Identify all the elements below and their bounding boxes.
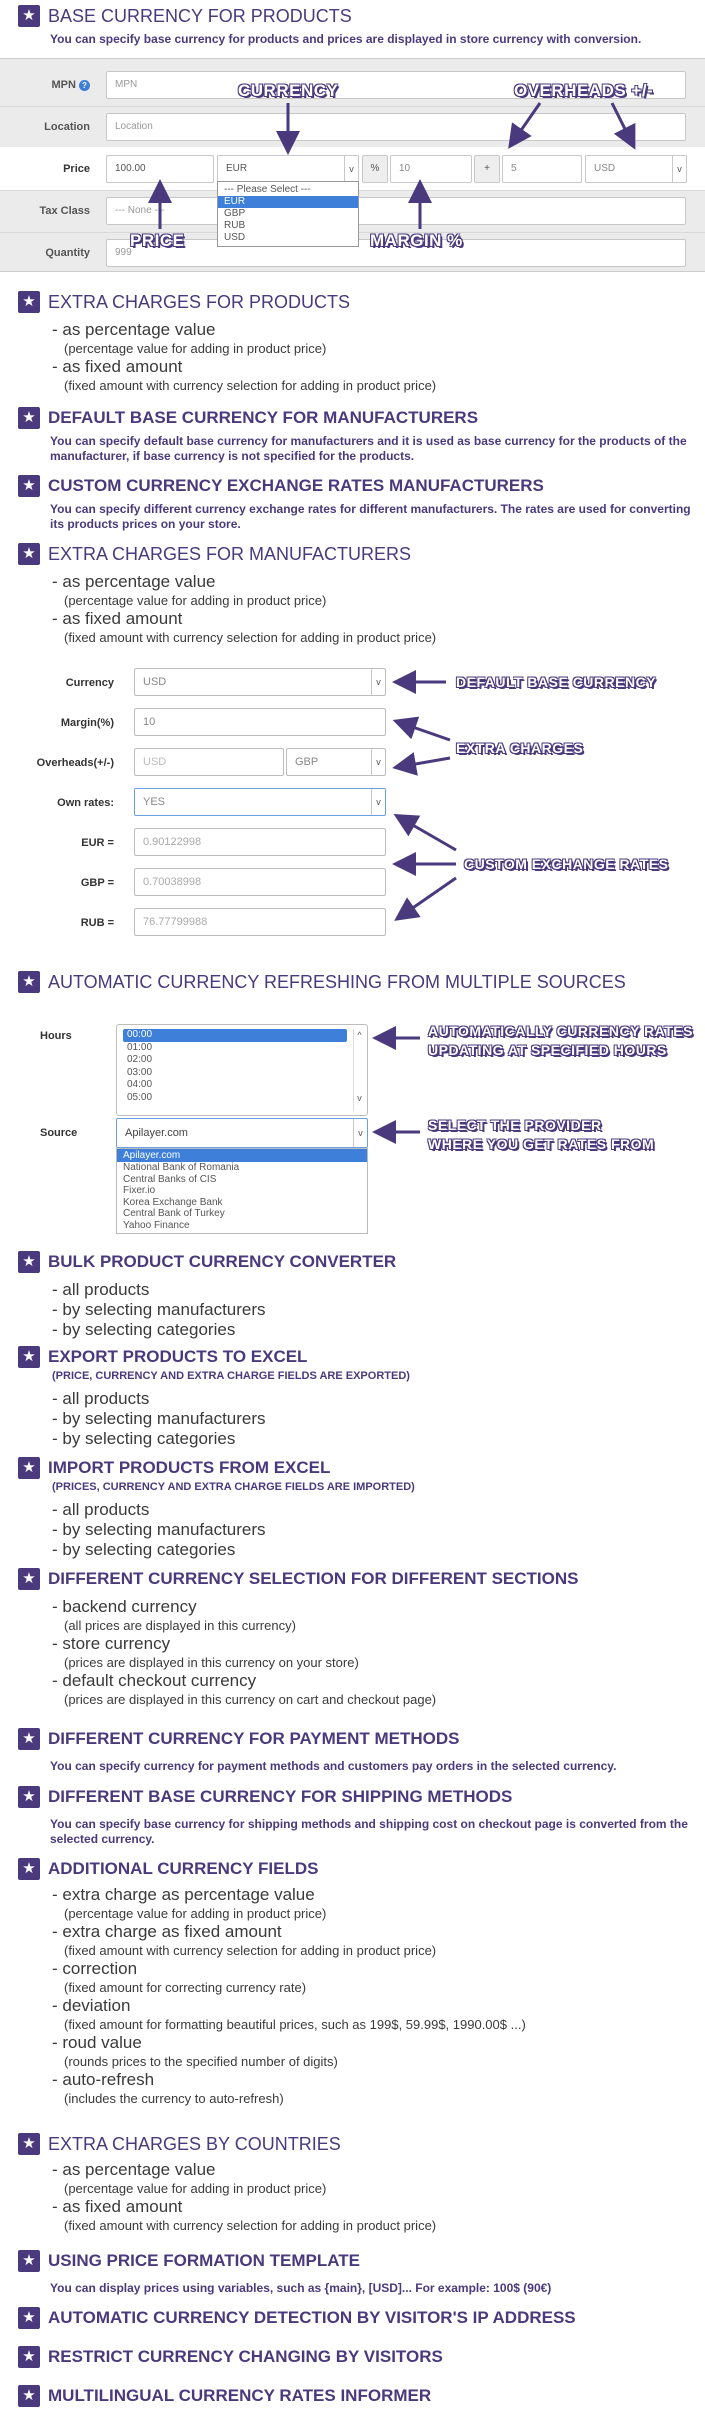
- star-icon: ★: [18, 2307, 40, 2329]
- percent-addon: %: [362, 155, 388, 183]
- callout-price: PRICE: [130, 231, 185, 250]
- callout-margin: MARGIN %: [370, 231, 463, 250]
- section-shipping: [0, 1785, 705, 1847]
- callout-overheads: OVERHEADS +/-: [514, 81, 654, 100]
- list-item-note: (fixed amount with currency selection for adding in product price): [64, 2218, 437, 2233]
- section-title-text: RESTRICT CURRENCY CHANGING BY VISITORS: [48, 2347, 443, 2366]
- list-item: - deviation: [52, 1996, 131, 2015]
- tax-select[interactable]: --- None ---: [106, 197, 686, 225]
- star-icon: ★: [18, 291, 40, 313]
- star-icon: ★: [18, 543, 40, 565]
- chevron-down-icon: v: [672, 156, 686, 182]
- section-title: [18, 1345, 693, 1369]
- section-title-text: DIFFERENT BASE CURRENCY FOR SHIPPING METHODS: [48, 1787, 513, 1806]
- list-item: - extra charge as fixed amount: [52, 1922, 282, 1941]
- section-desc: You can specify base currency for shipping methods and shipping cost on checkout page is converted from the selected currency.: [50, 1817, 688, 1846]
- star-icon: ★: [18, 5, 40, 27]
- currency-label: Currency: [65, 677, 114, 689]
- hours-label: Hours: [40, 1030, 72, 1042]
- overheads-label: Overheads(+/-): [36, 757, 114, 769]
- section-desc: You can display prices using variables, such as {main}, [USD]... For example: 100$ (90€): [50, 2281, 552, 2295]
- overhead-currency-select[interactable]: USD v: [585, 155, 687, 183]
- callout-custom-rates: CUSTOM EXCHANGE RATES: [464, 856, 669, 872]
- hour-option[interactable]: 04:00: [127, 1079, 153, 1090]
- manuf-margin-input[interactable]: 10: [134, 708, 386, 736]
- list-item-note: (prices are displayed in this currency on cart and checkout page): [64, 1692, 437, 1707]
- star-icon: ★: [18, 475, 40, 497]
- star-icon: ★: [18, 2346, 40, 2368]
- manuf-currency-select[interactable]: USD v: [134, 668, 386, 696]
- list-item: - by selecting categories: [52, 1429, 236, 1448]
- section-title: [18, 542, 693, 566]
- callout-source: SELECT THE PROVIDER WHERE YOU GET RATES FROM: [428, 1117, 655, 1152]
- section-title-text: IMPORT PRODUCTS FROM EXCEL: [48, 1458, 331, 1477]
- section-note: (PRICE, CURRENCY AND EXTRA CHARGE FIELDS ARE EXPORTED): [52, 1370, 410, 1382]
- section-auto-refresh: [0, 970, 705, 994]
- star-icon: ★: [18, 2133, 40, 2155]
- list-item: - store currency: [52, 1634, 171, 1653]
- section-title-text: DEFAULT BASE CURRENCY FOR MANUFACTURERS: [48, 408, 479, 427]
- section-title-text: AUTOMATIC CURRENCY DETECTION BY VISITOR'S IP ADDRESS: [48, 2308, 576, 2327]
- section-restrict: [0, 2345, 705, 2369]
- section-title: [18, 1456, 693, 1480]
- section-title: [18, 1857, 693, 1881]
- source-option[interactable]: Yahoo Finance: [123, 1219, 190, 1231]
- section-additional-fields: [0, 1857, 705, 2107]
- chevron-down-icon: v: [371, 749, 385, 775]
- section-title: [18, 2306, 693, 2330]
- callout-arrows: [0, 660, 705, 950]
- section-currency-sections: [0, 1567, 705, 1708]
- section-bulk: [0, 1250, 705, 1340]
- list-item-note: (includes the currency to auto-refresh): [64, 2091, 284, 2106]
- list-item-note: (fixed amount with currency selection for adding in product price): [64, 378, 437, 393]
- section-desc: You can specify base currency for products and prices are displayed in store currency with conversion.: [50, 32, 642, 46]
- plus-addon: +: [474, 155, 500, 183]
- list-item-note: (percentage value for adding in product price): [64, 1906, 327, 1921]
- section-title: [18, 4, 693, 28]
- list-item: - by selecting categories: [52, 1320, 236, 1339]
- own-rates-label: Own rates:: [57, 797, 114, 809]
- section-title-text: DIFFERENT CURRENCY SELECTION FOR DIFFERENT SECTIONS: [48, 1569, 579, 1588]
- list-item-note: (prices are displayed in this currency on your store): [64, 1655, 359, 1670]
- list-item: - roud value: [52, 2033, 142, 2052]
- section-title: [18, 1567, 693, 1591]
- hour-option[interactable]: 01:00: [127, 1041, 153, 1053]
- list-item: - as fixed amount: [52, 2197, 183, 2216]
- section-base-currency: [0, 4, 705, 47]
- currency-select[interactable]: EUR v: [217, 155, 359, 183]
- list-item: - as fixed amount: [52, 357, 183, 376]
- price-label: Price: [63, 163, 90, 175]
- dropdown-option[interactable]: USD: [224, 232, 246, 243]
- star-icon: ★: [18, 2385, 40, 2407]
- section-title-text: BASE CURRENCY FOR PRODUCTS: [48, 6, 352, 26]
- section-desc: You can specify different currency exchange rates for different manufacturers. The rates are used for converting its products prices on your store.: [50, 502, 691, 531]
- chevron-down-icon: v: [371, 669, 385, 695]
- callout-arrows: [0, 1012, 705, 1232]
- section-title-text: EXTRA CHARGES FOR PRODUCTS: [48, 292, 351, 312]
- list-item: - all products: [52, 1280, 150, 1299]
- source-option[interactable]: Central Bank of Turkey: [123, 1208, 225, 1219]
- list-item: - by selecting manufacturers: [52, 1409, 266, 1428]
- section-import: [0, 1456, 705, 1560]
- section-title-text: AUTOMATIC CURRENCY REFRESHING FROM MULTIPLE SOURCES: [48, 972, 626, 992]
- section-export: [0, 1345, 705, 1449]
- section-template: [0, 2249, 705, 2296]
- dropdown-option[interactable]: --- Please Select ---: [224, 184, 311, 195]
- mpn-label: MPN ?: [20, 63, 90, 107]
- section-title: [18, 2132, 693, 2156]
- refresh-form: [0, 1012, 705, 1232]
- section-title-text: MULTILINGUAL CURRENCY RATES INFORMER: [48, 2386, 432, 2405]
- source-option[interactable]: National Bank of Romania: [123, 1162, 240, 1173]
- source-select[interactable]: Apilayer.com v: [116, 1118, 368, 1148]
- list-item-note: (fixed amount for correcting currency rate): [64, 1980, 307, 1995]
- section-title: [18, 970, 693, 994]
- source-option[interactable]: Central Banks of CIS: [123, 1173, 217, 1185]
- section-default-manufacturers: [0, 406, 705, 464]
- list-item-note: (percentage value for adding in product price): [64, 341, 327, 356]
- rub-rate-input[interactable]: 76.77799988: [134, 908, 386, 936]
- hour-option[interactable]: 05:00: [127, 1091, 153, 1103]
- section-title: [18, 474, 693, 498]
- eur-rate-input[interactable]: 0.90122998: [134, 828, 386, 856]
- callout-extra-charges: EXTRA CHARGES: [456, 740, 584, 756]
- tax-label: Tax Class: [39, 205, 90, 217]
- list-item: - auto-refresh: [52, 2070, 155, 2089]
- source-option-selected[interactable]: Apilayer.com: [117, 1149, 367, 1162]
- section-note: (PRICES, CURRENCY AND EXTRA CHARGE FIELDS ARE IMPORTED): [52, 1481, 415, 1493]
- section-title-text: DIFFERENT CURRENCY FOR PAYMENT METHODS: [48, 1729, 460, 1748]
- section-title-text: CUSTOM CURRENCY EXCHANGE RATES MANUFACTURERS: [48, 476, 544, 495]
- list-item: - by selecting manufacturers: [52, 1300, 266, 1319]
- section-custom-rates: [0, 474, 705, 532]
- source-option[interactable]: Fixer.io: [123, 1185, 156, 1196]
- section-desc: You can specify currency for payment methods and customers pay orders in the selected currency.: [50, 1759, 617, 1773]
- list-item-note: (fixed amount with currency selection for adding in product price): [64, 1943, 437, 1958]
- mpn-input[interactable]: MPN: [106, 71, 686, 99]
- dropdown-option[interactable]: RUB: [224, 220, 246, 231]
- star-icon: ★: [18, 2250, 40, 2272]
- margin-input[interactable]: 10: [390, 155, 472, 183]
- star-icon: ★: [18, 1568, 40, 1590]
- star-icon: ★: [18, 1858, 40, 1880]
- star-icon: ★: [18, 407, 40, 429]
- manuf-overheads-input[interactable]: USD: [134, 748, 284, 776]
- section-informer: [0, 2384, 705, 2408]
- list-item-note: (rounds prices to the specified number of digits): [64, 2054, 338, 2069]
- section-ip-detection: [0, 2306, 705, 2330]
- callout-arrows: [0, 59, 705, 273]
- section-title-text: BULK PRODUCT CURRENCY CONVERTER: [48, 1252, 397, 1271]
- list-item: - backend currency: [52, 1597, 197, 1616]
- list-item-note: (percentage value for adding in product price): [64, 2181, 327, 2196]
- list-item-note: (fixed amount with currency selection for adding in product price): [64, 630, 437, 645]
- source-label: Source: [40, 1127, 78, 1139]
- list-item-note: (percentage value for adding in product price): [64, 593, 327, 608]
- section-extra-products: [0, 290, 705, 394]
- star-icon: ★: [18, 1251, 40, 1273]
- star-icon: ★: [18, 971, 40, 993]
- product-form-panel: [0, 58, 705, 272]
- list-item: - as percentage value: [52, 2160, 216, 2179]
- gbp-rate-input[interactable]: 0.70038998: [134, 868, 386, 896]
- list-item-note: (fixed amount for formatting beautiful prices, such as 199$, 59.99$, 1990.00$ ...): [64, 2017, 526, 2032]
- chevron-down-icon: v: [353, 1119, 367, 1147]
- manufacturer-form: [0, 660, 705, 950]
- section-payment: [0, 1727, 705, 1774]
- eur-rate-label: EUR =: [81, 837, 114, 849]
- section-title: [18, 1250, 693, 1274]
- chevron-down-icon: v: [371, 789, 385, 815]
- section-countries: [0, 2132, 705, 2234]
- hour-option[interactable]: 03:00: [127, 1066, 153, 1078]
- qty-label: Quantity: [45, 247, 90, 259]
- section-title-text: USING PRICE FORMATION TEMPLATE: [48, 2251, 360, 2270]
- section-title: [18, 2384, 693, 2408]
- list-item: - all products: [52, 1389, 150, 1408]
- dropdown-option[interactable]: GBP: [224, 208, 246, 219]
- scrollbar[interactable]: ^ v: [353, 1029, 365, 1111]
- list-item-note: (all prices are displayed in this currency): [64, 1618, 296, 1633]
- section-title: [18, 406, 693, 430]
- source-option[interactable]: Korea Exchange Bank: [123, 1196, 223, 1208]
- gbp-rate-label: GBP =: [80, 877, 114, 889]
- star-icon: ★: [18, 1346, 40, 1368]
- section-title-text: EXTRA CHARGES FOR MANUFACTURERS: [48, 544, 412, 564]
- section-title-text: EXTRA CHARGES BY COUNTRIES: [48, 2134, 341, 2154]
- section-title: [18, 1727, 693, 1751]
- callout-currency: CURRENCY: [238, 81, 339, 100]
- section-title: [18, 2345, 693, 2369]
- list-item: - as percentage value: [52, 320, 216, 339]
- section-title: [18, 290, 693, 314]
- own-rates-select[interactable]: YES v: [134, 788, 386, 816]
- location-label: Location: [44, 121, 90, 133]
- dropdown-option-selected[interactable]: EUR: [218, 196, 358, 208]
- hour-option[interactable]: 02:00: [127, 1054, 153, 1065]
- section-title-text: ADDITIONAL CURRENCY FIELDS: [48, 1859, 319, 1878]
- section-desc: You can specify default base currency for manufacturers and it is used as base currency for the products of the manufacturer, if base currency is not specified for the products.: [50, 434, 687, 463]
- list-item: - as fixed amount: [52, 609, 183, 628]
- list-item: - as percentage value: [52, 572, 216, 591]
- list-item: - by selecting categories: [52, 1540, 236, 1559]
- list-item: - by selecting manufacturers: [52, 1520, 266, 1539]
- hour-option-selected[interactable]: 00:00: [123, 1029, 347, 1042]
- section-title: [18, 2249, 693, 2273]
- star-icon: ★: [18, 1728, 40, 1750]
- section-extra-manufacturers: [0, 542, 705, 646]
- rub-rate-label: RUB =: [80, 917, 114, 929]
- qty-input[interactable]: 999: [106, 239, 686, 267]
- margin-label: Margin(%): [60, 717, 114, 729]
- location-input[interactable]: Location: [106, 113, 686, 141]
- list-item: - extra charge as percentage value: [52, 1885, 315, 1904]
- star-icon: ★: [18, 1786, 40, 1808]
- callout-default-currency: DEFAULT BASE CURRENCY: [456, 674, 657, 690]
- overhead-input[interactable]: 5: [502, 155, 582, 183]
- section-title-text: EXPORT PRODUCTS TO EXCEL: [48, 1347, 308, 1366]
- price-input[interactable]: 100.00: [106, 155, 214, 183]
- chevron-down-icon: v: [344, 156, 358, 182]
- manuf-overheads-currency[interactable]: GBP v: [286, 748, 386, 776]
- help-icon[interactable]: ?: [79, 80, 90, 91]
- star-icon: ★: [18, 1457, 40, 1479]
- list-item: - default checkout currency: [52, 1671, 257, 1690]
- section-title: [18, 1785, 693, 1809]
- callout-hours: AUTOMATICALLY CURRENCY RATES UPDATING AT SPECIFIED HOURS: [428, 1023, 693, 1058]
- list-item: - correction: [52, 1959, 138, 1978]
- list-item: - all products: [52, 1500, 150, 1519]
